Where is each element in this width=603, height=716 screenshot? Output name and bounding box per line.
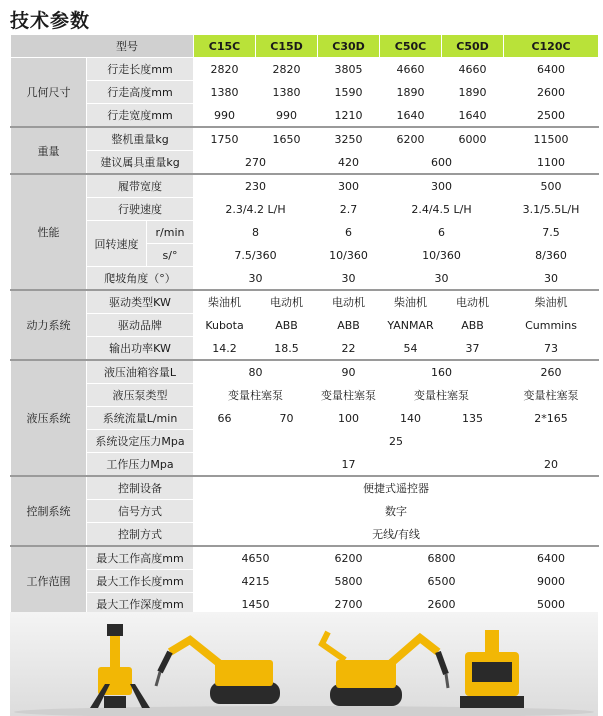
cell-value: 1650 <box>256 127 318 151</box>
group-label: 性能 <box>11 174 87 290</box>
cell-value: 6500 <box>380 570 504 593</box>
cell-value: YANMAR <box>380 314 442 337</box>
row-sublabel: s/° <box>147 244 194 267</box>
cell-value: 230 <box>194 174 318 198</box>
cell-value: 1100 <box>504 151 599 175</box>
row-label: 行走宽度mm <box>87 104 194 128</box>
cell-value: ABB <box>256 314 318 337</box>
cell-value: 6200 <box>318 546 380 570</box>
cell-value: 4650 <box>194 546 318 570</box>
cell-value: 18.5 <box>256 337 318 361</box>
cell-value: 54 <box>380 337 442 361</box>
row-label: 输出功率KW <box>87 337 194 361</box>
group-label: 重量 <box>11 127 87 174</box>
cell-value: 6400 <box>504 546 599 570</box>
cell-value: 4660 <box>442 58 504 81</box>
cell-value: 990 <box>194 104 256 128</box>
cell-value: 电动机 <box>442 290 504 314</box>
cell-value: 135 <box>442 407 504 430</box>
cell-value: 6800 <box>380 546 504 570</box>
model-col-header: C120C <box>504 35 599 58</box>
row-label: 系统设定压力Mpa <box>87 430 194 453</box>
table-row <box>11 337 599 361</box>
cell-value: 6000 <box>442 127 504 151</box>
cell-value: 1890 <box>442 81 504 104</box>
model-col-header: C15D <box>256 35 318 58</box>
cell-value: 8 <box>194 221 318 244</box>
row-label: 工作压力Mpa <box>87 453 194 477</box>
cell-value: 30 <box>504 267 599 291</box>
row-label: 整机重量kg <box>87 127 194 151</box>
row-label: 建议属具重量kg <box>87 151 194 175</box>
cell-value: 数字 <box>194 500 599 523</box>
cell-value: 11500 <box>504 127 599 151</box>
cell-value: 4215 <box>194 570 318 593</box>
cell-value: 2*165 <box>504 407 599 430</box>
cell-value: 270 <box>194 151 318 175</box>
table-row <box>11 221 599 244</box>
product-photo <box>10 612 598 716</box>
table-row <box>11 430 599 453</box>
table-header-row <box>11 35 599 58</box>
cell-value: 2.4/4.5 L/H <box>380 198 504 221</box>
cell-value: 500 <box>504 174 599 198</box>
cell-value: 300 <box>318 174 380 198</box>
cell-value: 1890 <box>380 81 442 104</box>
row-label: 行走高度mm <box>87 81 194 104</box>
cell-value: 160 <box>380 360 504 384</box>
cell-value: 5800 <box>318 570 380 593</box>
cell-value: 20 <box>504 453 599 477</box>
group-label: 控制系统 <box>11 476 87 546</box>
cell-value: 30 <box>318 267 380 291</box>
cell-value: 柴油机 <box>194 290 256 314</box>
row-label: 液压泵类型 <box>87 384 194 407</box>
machine-side-icon <box>322 632 448 706</box>
cell-value: 260 <box>504 360 599 384</box>
row-label: 履带宽度 <box>87 174 194 198</box>
cell-value: 便捷式遥控器 <box>194 476 599 500</box>
cell-value: 3.1/5.5L/H <box>504 198 599 221</box>
table-row <box>11 500 599 523</box>
machine-front-icon <box>90 624 150 708</box>
row-label: 最大工作长度mm <box>87 570 194 593</box>
group-label: 液压系统 <box>11 360 87 476</box>
row-sublabel: r/min <box>147 221 194 244</box>
table-row <box>11 453 599 477</box>
table-row <box>11 81 599 104</box>
cell-value: 变量柱塞泵 <box>380 384 504 407</box>
machines-illustration <box>10 612 598 716</box>
cell-value: 10/360 <box>380 244 504 267</box>
cell-value: 2700 <box>318 593 380 616</box>
cell-value: 9000 <box>504 570 599 593</box>
cell-value: 4660 <box>380 58 442 81</box>
cell-value: 1210 <box>318 104 380 128</box>
cell-value: 8/360 <box>504 244 599 267</box>
cell-value: 1380 <box>256 81 318 104</box>
cell-value: 3250 <box>318 127 380 151</box>
cell-value: 25 <box>194 430 599 453</box>
cell-value: 10/360 <box>318 244 380 267</box>
cell-value: 变量柱塞泵 <box>318 384 380 407</box>
cell-value: 1450 <box>194 593 318 616</box>
cell-value: 5000 <box>504 593 599 616</box>
cell-value: 电动机 <box>256 290 318 314</box>
model-header: 型号 <box>11 35 194 58</box>
cell-value: 7.5 <box>504 221 599 244</box>
cell-value: 变量柱塞泵 <box>194 384 318 407</box>
spec-table <box>10 34 599 616</box>
table-row <box>11 546 599 570</box>
cell-value: 70 <box>256 407 318 430</box>
row-label: 最大工作深度mm <box>87 593 194 616</box>
cell-value: 2820 <box>194 58 256 81</box>
cell-value: Kubota <box>194 314 256 337</box>
cell-value: 30 <box>194 267 318 291</box>
cell-value: 22 <box>318 337 380 361</box>
cell-value: Cummins <box>504 314 599 337</box>
cell-value: 7.5/360 <box>194 244 318 267</box>
cell-value: 2500 <box>504 104 599 128</box>
cell-value: 变量柱塞泵 <box>504 384 599 407</box>
row-label: 系统流量L/min <box>87 407 194 430</box>
table-row <box>11 523 599 547</box>
cell-value: 无线/有线 <box>194 523 599 547</box>
cell-value: 990 <box>256 104 318 128</box>
table-row <box>11 151 599 175</box>
cell-value: 电动机 <box>318 290 380 314</box>
row-label: 行驶速度 <box>87 198 194 221</box>
model-col-header: C15C <box>194 35 256 58</box>
row-label: 驱动品牌 <box>87 314 194 337</box>
cell-value: 3805 <box>318 58 380 81</box>
cell-value: 1590 <box>318 81 380 104</box>
cell-value: 140 <box>380 407 442 430</box>
table-row <box>11 104 599 128</box>
table-row <box>11 267 599 291</box>
group-label: 动力系统 <box>11 290 87 360</box>
table-row <box>11 384 599 407</box>
model-col-header: C30D <box>318 35 380 58</box>
cell-value: 90 <box>318 360 380 384</box>
row-label: 液压油箱容量L <box>87 360 194 384</box>
cell-value: 2600 <box>380 593 504 616</box>
cell-value: 73 <box>504 337 599 361</box>
row-label: 最大工作高度mm <box>87 546 194 570</box>
table-row <box>11 58 599 81</box>
row-label: 行走长度mm <box>87 58 194 81</box>
table-row <box>11 570 599 593</box>
cell-value: 柴油机 <box>504 290 599 314</box>
table-row <box>11 360 599 384</box>
row-label: 爬坡角度（°） <box>87 267 194 291</box>
table-row <box>11 290 599 314</box>
cell-value: 37 <box>442 337 504 361</box>
page-title: 技术参数 <box>10 10 91 32</box>
row-label: 驱动类型KW <box>87 290 194 314</box>
cell-value: ABB <box>318 314 380 337</box>
table-row <box>11 174 599 198</box>
cell-value: 30 <box>380 267 504 291</box>
cell-value: 66 <box>194 407 256 430</box>
cell-value: 14.2 <box>194 337 256 361</box>
model-col-header: C50D <box>442 35 504 58</box>
cell-value: 2.3/4.2 L/H <box>194 198 318 221</box>
cell-value: 1750 <box>194 127 256 151</box>
row-label: 控制方式 <box>87 523 194 547</box>
cell-value: 柴油机 <box>380 290 442 314</box>
cell-value: 2.7 <box>318 198 380 221</box>
cell-value: 2600 <box>504 81 599 104</box>
row-label: 控制设备 <box>87 476 194 500</box>
cell-value: 420 <box>318 151 380 175</box>
machine-side-icon <box>156 640 280 704</box>
cell-value: ABB <box>442 314 504 337</box>
model-col-header: C50C <box>380 35 442 58</box>
cell-value: 100 <box>318 407 380 430</box>
row-label: 回转速度 <box>87 221 147 267</box>
table-row <box>11 198 599 221</box>
cell-value: 1640 <box>380 104 442 128</box>
cell-value: 1380 <box>194 81 256 104</box>
row-label: 信号方式 <box>87 500 194 523</box>
cell-value: 300 <box>380 174 504 198</box>
cell-value: 600 <box>380 151 504 175</box>
group-label: 工作范围 <box>11 546 87 616</box>
table-row <box>11 476 599 500</box>
table-row <box>11 407 599 430</box>
table-row <box>11 127 599 151</box>
cell-value: 2820 <box>256 58 318 81</box>
cell-value: 6 <box>318 221 380 244</box>
cell-value: 80 <box>194 360 318 384</box>
table-row <box>11 314 599 337</box>
group-label: 几何尺寸 <box>11 58 87 128</box>
cell-value: 6400 <box>504 58 599 81</box>
cell-value: 17 <box>194 453 504 477</box>
cell-value: 6200 <box>380 127 442 151</box>
cell-value: 6 <box>380 221 504 244</box>
cell-value: 1640 <box>442 104 504 128</box>
machine-rear-icon <box>460 630 524 708</box>
